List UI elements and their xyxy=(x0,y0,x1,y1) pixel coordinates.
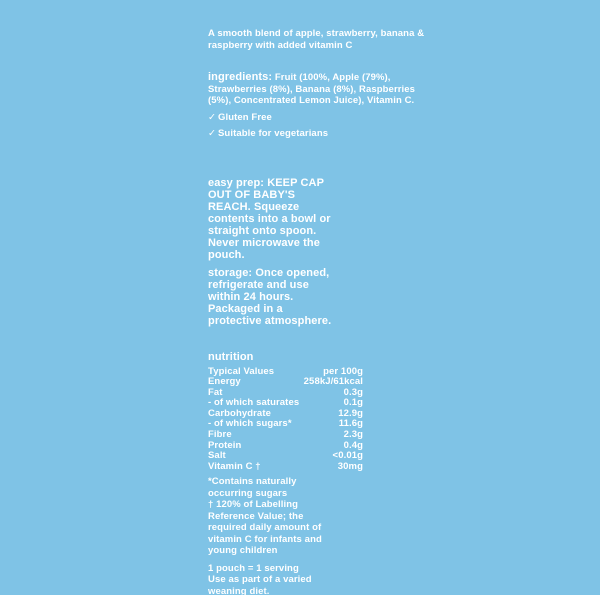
nutrient-value: 11.6g xyxy=(338,418,363,430)
claim-text: Suitable for vegetarians xyxy=(218,128,329,139)
footnote-sugars: *Contains naturally occurring sugars xyxy=(208,476,297,499)
nutrient-value: 0.4g xyxy=(343,439,363,451)
nutrient-label: - of which sugars* xyxy=(208,418,292,430)
nutrition-heading: nutrition xyxy=(208,351,254,363)
storage-text: Once opened, refrigerate and use within 24 hours. Packaged in a protective atmosphere. xyxy=(208,267,332,327)
nutrient-label: Salt xyxy=(208,450,226,462)
nutrient-value: 258kJ/61kcal xyxy=(303,376,363,388)
table-row xyxy=(208,377,363,388)
storage-heading: storage: xyxy=(208,267,253,279)
claim-text: Gluten Free xyxy=(218,111,272,123)
nutrient-label: Fat xyxy=(208,386,223,398)
easy-prep-heading: easy prep: xyxy=(208,177,265,189)
nutrient-label: Energy xyxy=(208,376,241,388)
serving-info: 1 pouch = 1 serving xyxy=(208,562,299,574)
storage-section xyxy=(208,267,338,327)
nutrient-value: 30mg xyxy=(337,460,363,472)
ingredients-heading: ingredients: xyxy=(208,71,273,83)
nutrient-value: per 100g xyxy=(323,365,363,377)
nutrient-value: 0.3g xyxy=(343,386,363,398)
nutrient-value: <0.01g xyxy=(332,450,363,462)
checkmark-icon: ✓ xyxy=(208,128,217,139)
nutrient-value: 12.9g xyxy=(338,407,363,419)
usage-info: Use as part of a varied weaning diet. xyxy=(208,574,312,597)
footnote-vitamin-c: † 120% of Labelling Reference Value; the required daily amount of vitamin C for infants and young children xyxy=(208,499,322,557)
nutrient-value: 2.3g xyxy=(343,429,363,441)
product-description-text: A smooth blend of apple, strawberry, banana & raspberry with added vitamin C xyxy=(208,28,425,51)
nutrient-label: - of which saturates xyxy=(208,397,300,409)
nutrient-label: Fibre xyxy=(208,429,232,441)
easy-prep-section xyxy=(208,177,338,261)
product-description xyxy=(208,28,438,51)
nutrient-label: Vitamin C † xyxy=(208,460,261,472)
ingredients-section xyxy=(208,72,438,140)
nutrition-section xyxy=(208,352,438,597)
claim-vegetarian xyxy=(208,128,438,140)
nutrient-value: 0.1g xyxy=(343,397,363,409)
nutrient-label: Protein xyxy=(208,439,242,451)
nutrient-label: Typical Values xyxy=(208,365,275,377)
nutrient-label: Carbohydrate xyxy=(208,407,271,419)
checkmark-icon: ✓ xyxy=(208,111,217,123)
table-row xyxy=(208,462,363,473)
ingredients-text: Fruit (100%, Apple (79%), Strawberries (8%), Banana (8%), Raspberries (5%), Concentrated Lemon Juice), Vitamin C. xyxy=(208,72,416,106)
easy-prep-text: Squeeze contents into a bowl or straight onto spoon. Never microwave the pouch. xyxy=(208,201,331,261)
nutrition-table xyxy=(208,367,363,473)
claim-gluten-free xyxy=(208,112,438,124)
easy-prep-warning: KEEP CAP OUT OF BABY'S REACH. xyxy=(208,177,324,213)
